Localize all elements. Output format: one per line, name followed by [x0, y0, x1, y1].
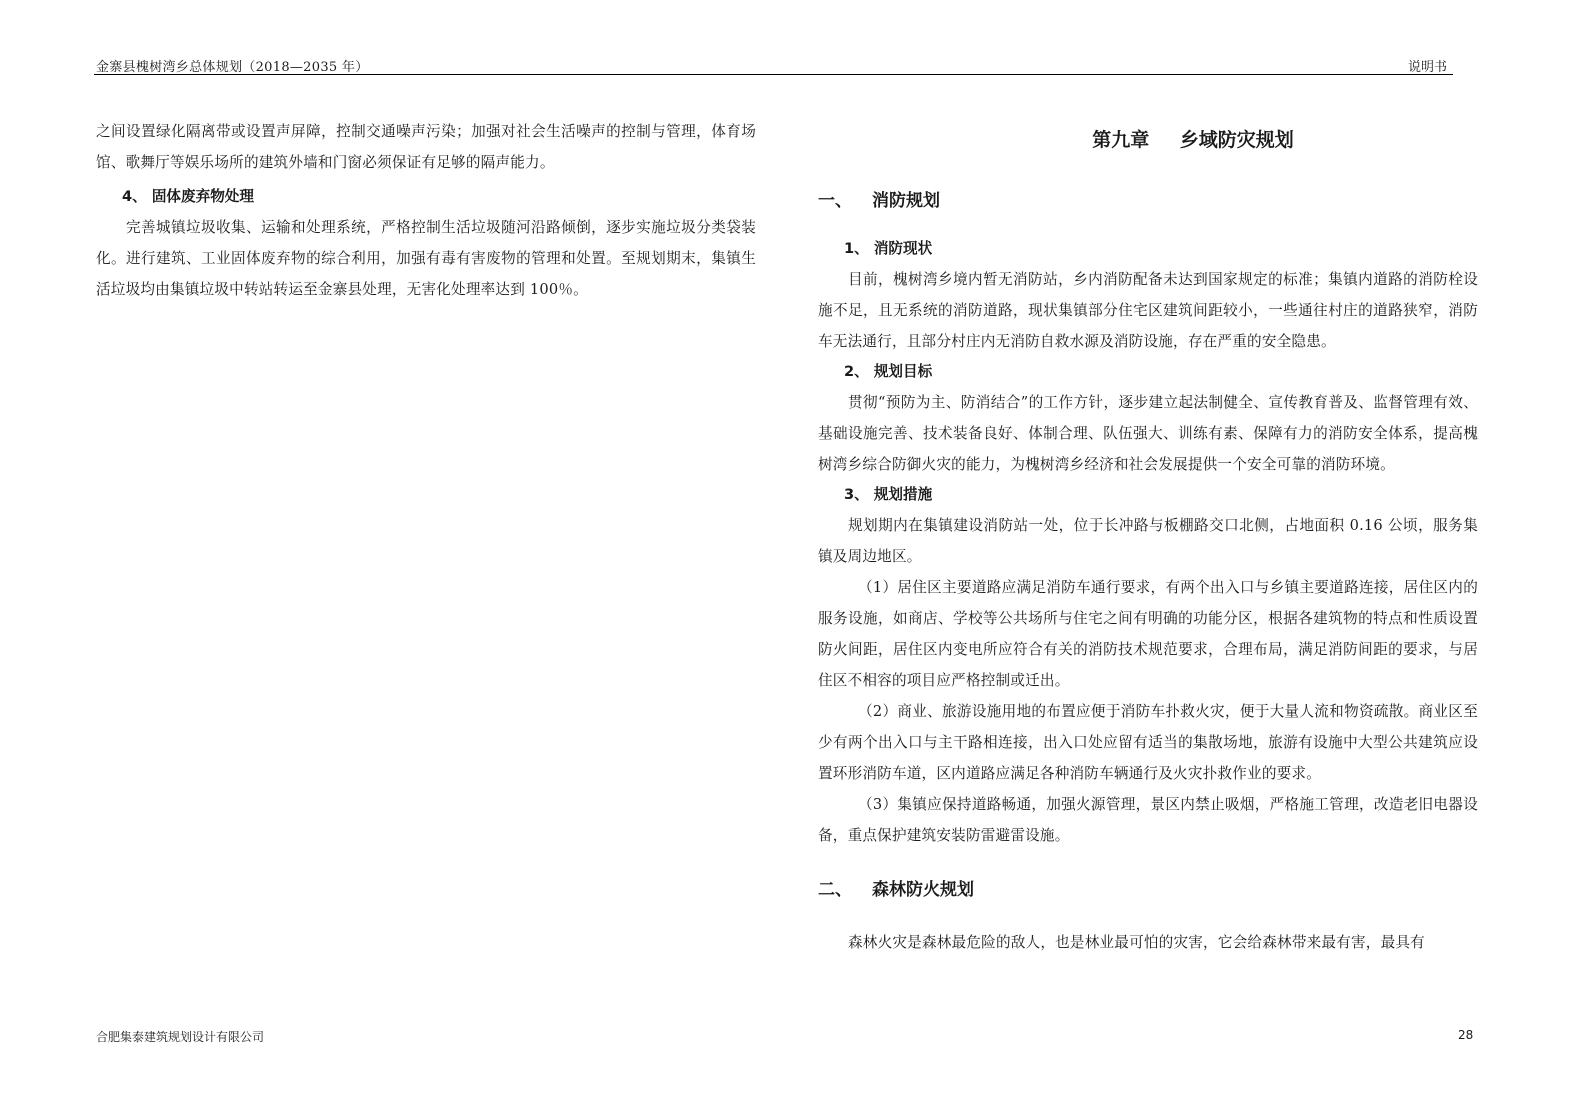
planning-goal-paragraph: 贯彻“预防为主、防消结合”的工作方针，逐步建立起法制健全、宣传教育普及、监督管理有效、基础设施完善、技术装备良好、体制合理、队伍强大、训练有素、保障有力的消防安全体系，提高槐树湾乡综合防御火灾的能力，为槐树湾乡经济和社会发展提供一个安全可靠的消防环境。	[818, 394, 1478, 473]
forest-paragraph: 森林火灾是森林最危险的敌人，也是林业最可怕的灾害，它会给森林带来最有害，最具有	[848, 934, 1425, 951]
measure-3-paragraph: （3）集镇应保持道路畅通，加强火源管理，景区内禁止吸烟，严格施工管理，改造老旧电器设备，重点保护建筑安装防雷避雷设施。	[818, 796, 1478, 844]
solid-waste-paragraph: 完善城镇垃圾收集、运输和处理系统，严格控制生活垃圾随河沿路倾倒，逐步实施垃圾分类袋装化。进行建筑、工业固体废弃物的综合利用，加强有毒有害废物的管理和处置。至规划期末，集镇生活垃圾均由集镇垃圾中转站转运至金寨县处理，无害化处理率达到 100％。	[96, 219, 756, 298]
page-number: 28	[1458, 1028, 1474, 1042]
company-name: 合肥集泰建筑规划设计有限公司	[96, 1030, 265, 1044]
header-divider	[94, 74, 1453, 75]
planning-measures-heading: 3、 规划措施	[844, 486, 933, 503]
measure-2-paragraph: （2）商业、旅游设施用地的布置应便于消防车扑救火灾，便于大量人流和物资疏散。商业区至少有两个出入口与主干路相连接，出入口处应留有适当的集散场地，旅游有设施中大型公共建筑应设置环形消防车道，区内道路应满足各种消防车辆通行及火灾扑救作业的要求。	[818, 703, 1478, 782]
left-column	[96, 116, 756, 305]
solid-waste-heading: 4、 固体废弃物处理	[122, 188, 254, 205]
section-number: 二、	[818, 880, 852, 900]
section-heading-forest	[818, 863, 1478, 917]
fire-station-paragraph: 规划期内在集镇建设消防站一处，位于长冲路与板棚路交口北侧，占地面积 0.16 公顷，服务集镇及周边地区。	[818, 517, 1478, 565]
measure-1-paragraph: （1）居住区主要道路应满足消防车通行要求，有两个出入口与乡镇主要道路连接，居住区内的服务设施，如商店、学校等公共场所与住宅之间有明确的功能分区，根据各建筑物的特点和性质设置防火间距，居住区内变电所应符合有关的消防技术规范要求，合理布局，满足消防间距的要求，与居住区不相容的项目应严格控制或迁出。	[818, 579, 1478, 689]
section-heading-fire	[818, 174, 1478, 228]
planning-goal-heading: 2、 规划目标	[844, 363, 933, 380]
document-type: 说明书	[1408, 60, 1448, 75]
document-title: 金寨县槐树湾乡总体规划（2018—2035 年）	[96, 60, 369, 75]
continued-paragraph: 之间设置绿化隔离带或设置声屏障，控制交通噪声污染；加强对社会生活噪声的控制与管理，体育场馆、歌舞厅等娱乐场所的建筑外墙和门窗必须保证有足够的隔声能力。	[96, 123, 756, 171]
fire-status-paragraph: 目前，槐树湾乡境内暂无消防站，乡内消防配备未达到国家规定的标准；集镇内道路的消防栓设施不足，且无系统的消防道路，现状集镇部分住宅区建筑间距较小，一些通往村庄的道路狭窄，消防车无法通行，且部分村庄内无消防自救水源及消防设施，存在严重的安全隐患。	[818, 271, 1478, 350]
section-title: 消防规划	[872, 191, 940, 211]
fire-status-heading: 1、 消防现状	[844, 240, 933, 257]
section-title: 森林防火规划	[872, 880, 974, 900]
chapter-title: 第九章 乡域防灾规划	[1092, 129, 1294, 151]
right-column	[818, 116, 1478, 958]
section-number: 一、	[818, 191, 852, 211]
